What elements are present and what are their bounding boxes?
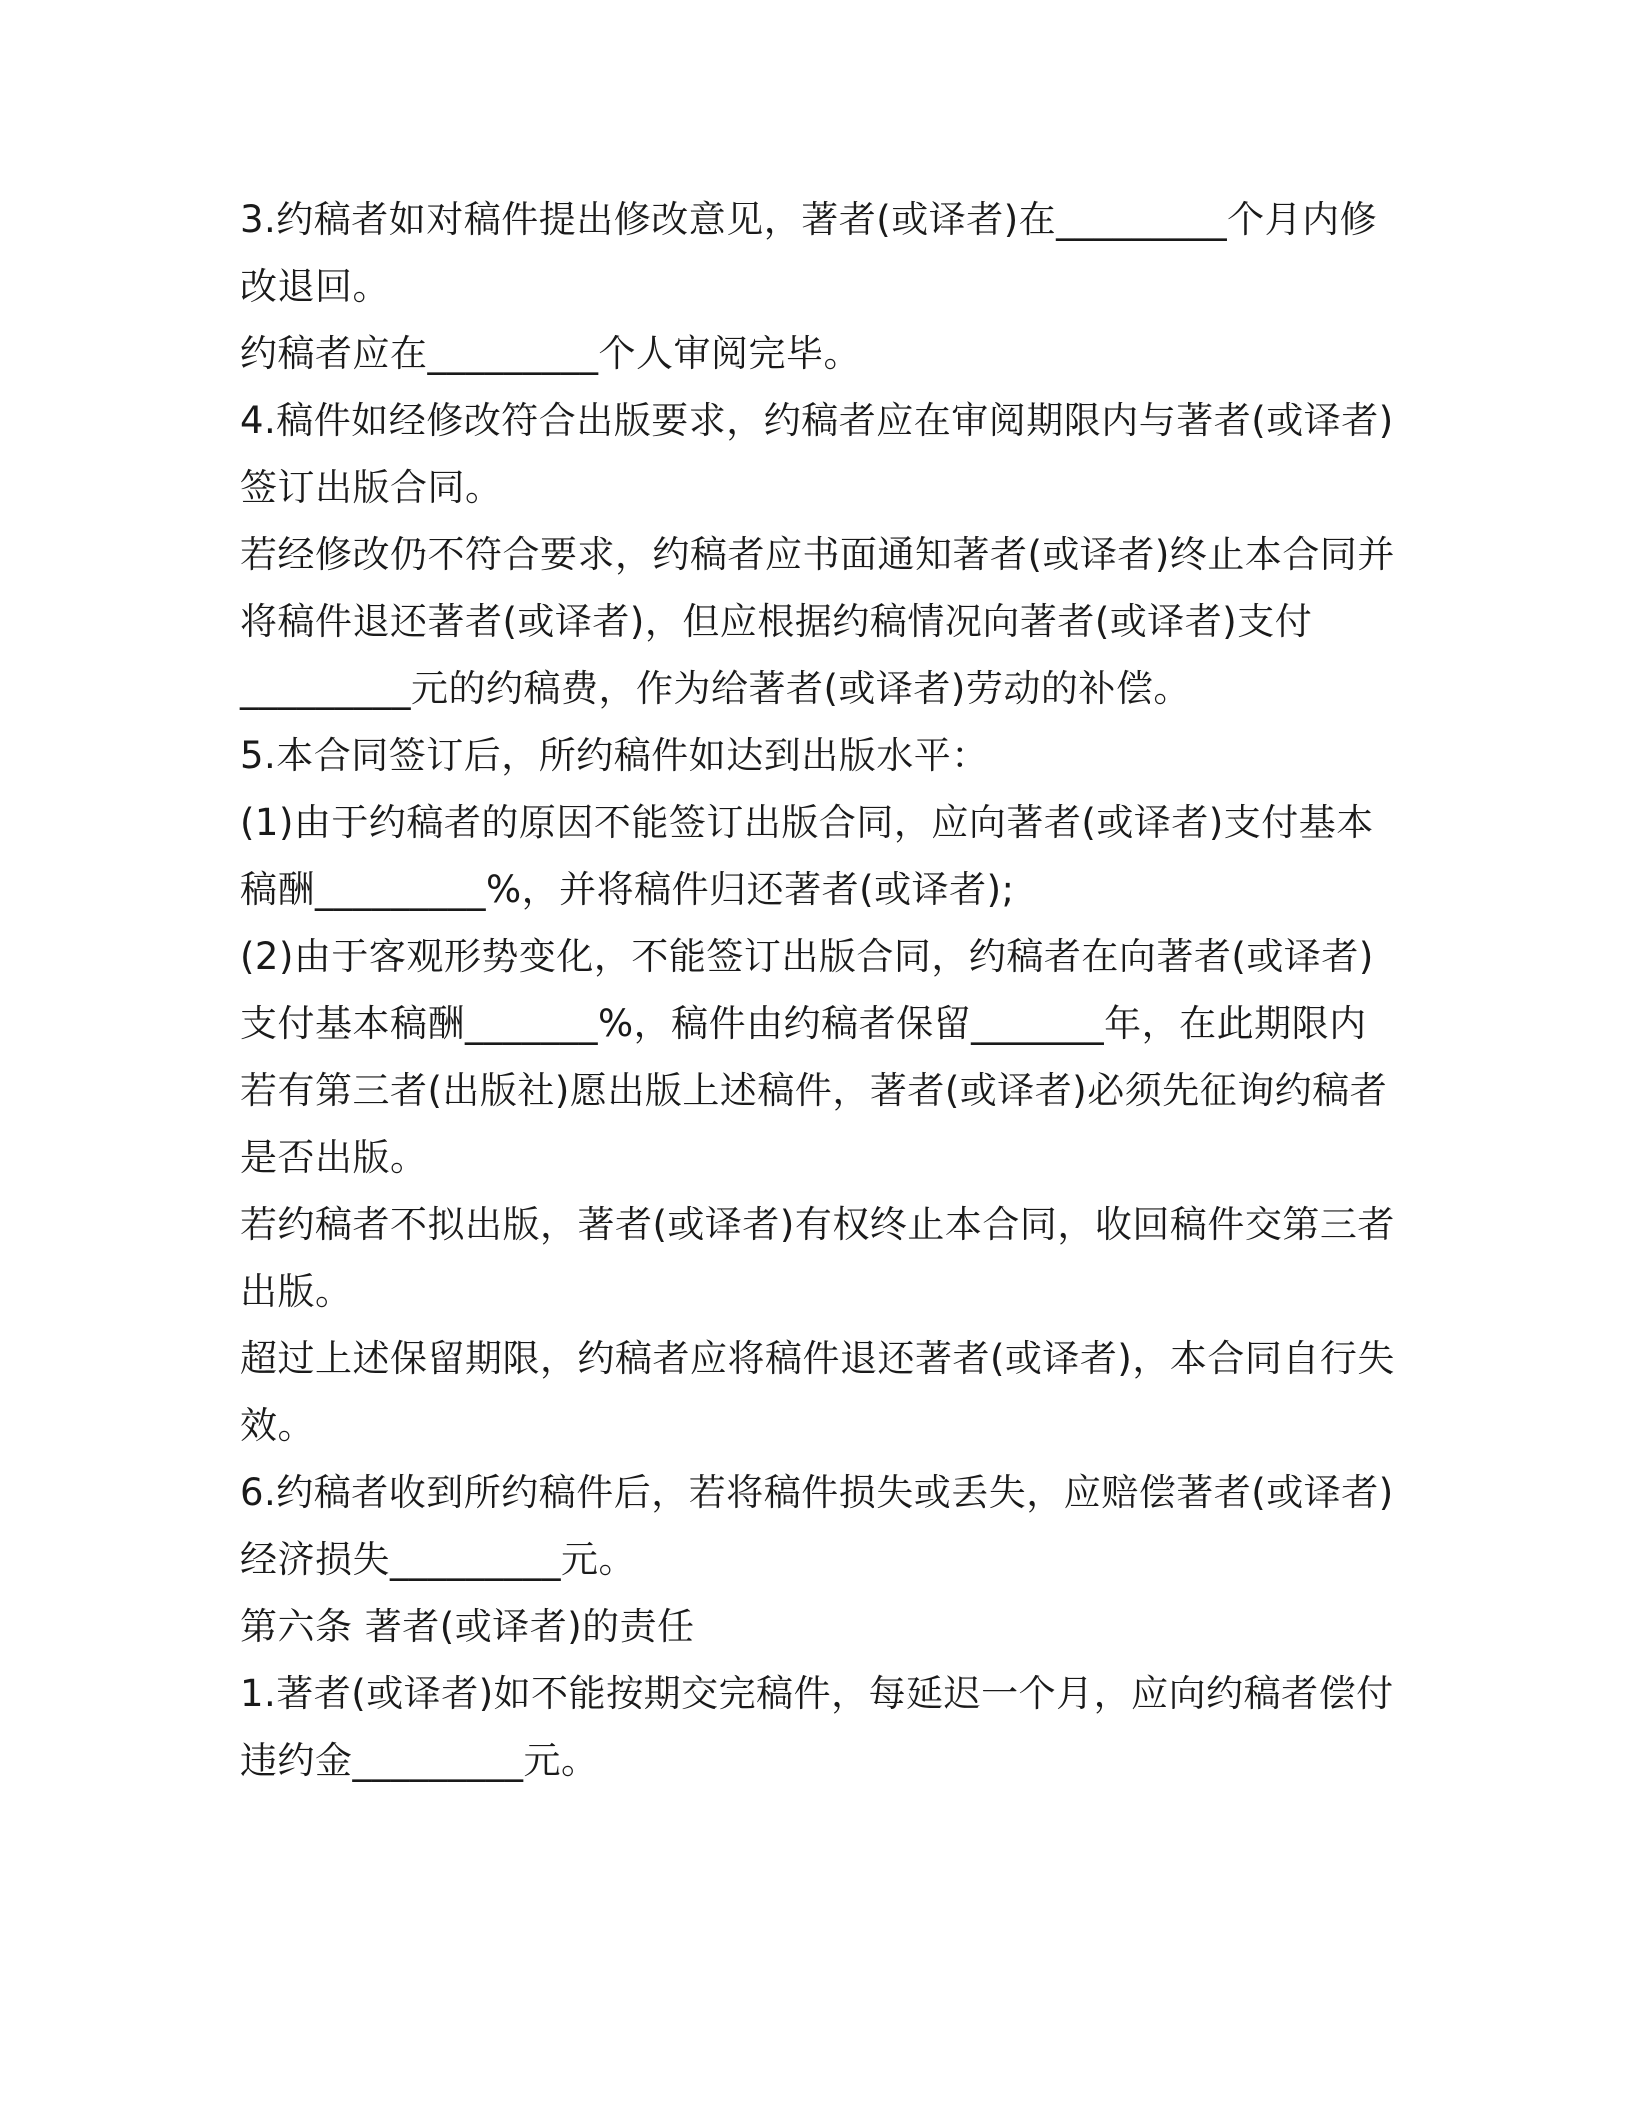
text-line: 若经修改仍不符合要求，约稿者应书面通知著者(或译者)终止本合同并 [240, 533, 1395, 576]
text-line: 5.本合同签订后，所约稿件如达到出版水平： [240, 734, 989, 777]
text-line: 稿酬_________%，并将稿件归还著者(或译者); [240, 868, 1015, 911]
section-heading: 第六条 著者(或译者)的责任 [240, 1605, 695, 1648]
text-line: 支付基本稿酬_______%，稿件由约稿者保留_______年，在此期限内 [240, 1002, 1367, 1045]
text-line: 是否出版。 [240, 1136, 428, 1179]
text-line: 4.稿件如经修改符合出版要求，约稿者应在审阅期限内与著者(或译者) [240, 399, 1394, 442]
text-line: 经济损失_________元。 [240, 1538, 636, 1581]
text-line: 若有第三者(出版社)愿出版上述稿件，著者(或译者)必须先征询约稿者 [240, 1069, 1388, 1112]
text-line: 效。 [240, 1404, 315, 1447]
text-line: 超过上述保留期限，约稿者应将稿件退还著者(或译者)，本合同自行失 [240, 1337, 1395, 1380]
text-line: 若约稿者不拟出版，著者(或译者)有权终止本合同，收回稿件交第三者 [240, 1203, 1395, 1246]
text-line: 改退回。 [240, 265, 390, 308]
text-line: 6.约稿者收到所约稿件后，若将稿件损失或丢失，应赔偿著者(或译者) [240, 1471, 1394, 1514]
text-line: 3.约稿者如对稿件提出修改意见，著者(或译者)在_________个月内修 [240, 198, 1378, 241]
text-line: (2)由于客观形势变化，不能签订出版合同，约稿者在向著者(或译者) [240, 935, 1374, 978]
text-line: 约稿者应在_________个人审阅完毕。 [240, 332, 861, 375]
text-line: 违约金_________元。 [240, 1739, 599, 1782]
text-line: 1.著者(或译者)如不能按期交完稿件，每延迟一个月，应向约稿者偿付 [240, 1672, 1394, 1715]
document-body [240, 186, 1395, 1794]
text-line: 出版。 [240, 1270, 353, 1313]
text-line: 将稿件退还著者(或译者)，但应根据约稿情况向著者(或译者)支付 [240, 600, 1313, 643]
text-line: (1)由于约稿者的原因不能签订出版合同，应向著者(或译者)支付基本 [240, 801, 1374, 844]
text-line: 签订出版合同。 [240, 466, 503, 509]
text-line: _________元的约稿费，作为给著者(或译者)劳动的补偿。 [240, 667, 1191, 710]
